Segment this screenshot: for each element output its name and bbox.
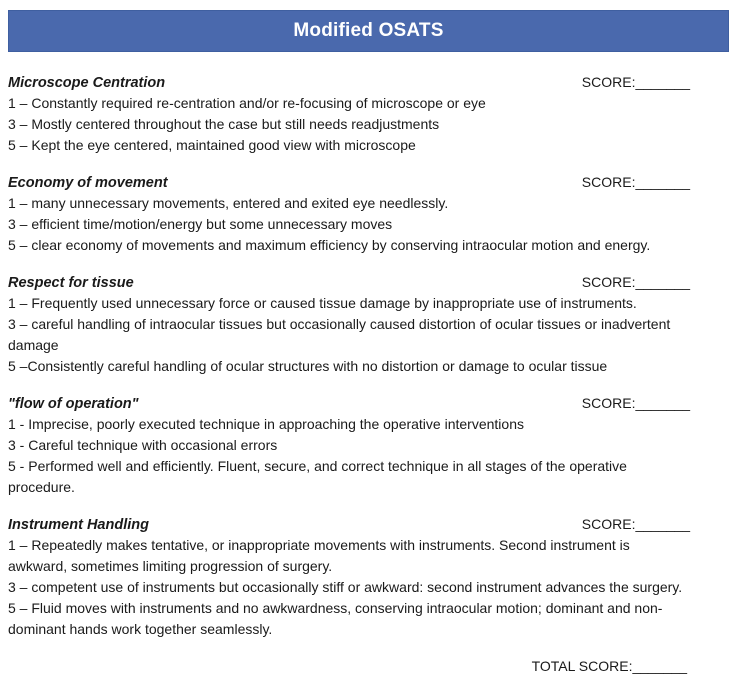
score-blank[interactable]: _______ [635,274,690,290]
total-score-label: TOTAL SCORE: [531,658,633,674]
criterion-line: 1 - Imprecise, poorly executed technique in approaching the operative interventions [8,416,524,432]
rubric-section [8,72,729,156]
section-heading: Instrument Handling [8,517,149,533]
criterion-line: 3 – efficient time/motion/energy but some unnecessary moves [8,216,393,232]
total-score-row [8,656,729,677]
form-title-bar [8,10,729,52]
section-lines [8,535,729,640]
section-lines [8,293,729,377]
section-heading: Respect for tissue [8,275,134,291]
rubric-section [8,514,729,640]
criterion-line: dominant hands work together seamlessly. [8,621,273,637]
criterion-line: 1 – many unnecessary movements, entered and exited eye needlessly. [8,195,449,211]
score-label: SCORE: [581,395,636,411]
score-field [582,514,690,535]
criterion-line: 5 –Consistently careful handling of ocular structures with no distortion or damage to ocular tissue [8,358,608,374]
criterion-line: 3 – careful handling of intraocular tissues but occasionally caused distortion of ocular tissues or inadvertent [8,316,671,332]
criterion-line: 3 – competent use of instruments but occasionally stiff or awkward: second instrument advances the surgery. [8,579,683,595]
score-field [582,72,690,93]
section-head-row [8,72,729,93]
criterion-line: 1 – Frequently used unnecessary force or caused tissue damage by inappropriate use of instruments. [8,295,637,311]
section-head-row [8,514,729,535]
criterion-line: 1 – Constantly required re-centration and/or re-focusing of microscope or eye [8,95,486,111]
form-title: Modified OSATS [293,20,444,41]
score-blank[interactable]: _______ [635,74,690,90]
score-label: SCORE: [581,174,636,190]
criterion-line: awkward, sometimes limiting progression of surgery. [8,558,333,574]
score-label: SCORE: [581,74,636,90]
criterion-line: 1 – Repeatedly makes tentative, or inappropriate movements with instruments. Second instrument is [8,537,630,553]
section-heading: "flow of operation" [8,396,139,412]
sections-container [8,72,729,640]
section-lines [8,193,729,256]
section-lines [8,93,729,156]
section-head-row [8,172,729,193]
section-head-row [8,272,729,293]
criterion-line: 3 - Careful technique with occasional errors [8,437,278,453]
rubric-section [8,272,729,377]
score-field [582,172,690,193]
score-field [582,272,690,293]
score-blank[interactable]: _______ [635,395,690,411]
score-blank[interactable]: _______ [635,174,690,190]
criterion-line: 5 – clear economy of movements and maximum efficiency by conserving intraocular motion and energy. [8,237,651,253]
score-label: SCORE: [581,274,636,290]
score-field [582,393,690,414]
score-blank[interactable]: _______ [635,516,690,532]
criterion-line: damage [8,337,59,353]
criterion-line: 3 – Mostly centered throughout the case but still needs readjustments [8,116,440,132]
section-heading: Microscope Centration [8,75,166,91]
criterion-line: procedure. [8,479,75,495]
score-label: SCORE: [581,516,636,532]
rubric-section [8,393,729,498]
section-head-row [8,393,729,414]
total-score-blank[interactable]: _______ [632,658,687,674]
criterion-line: 5 – Fluid moves with instruments and no awkwardness, conserving intraocular motion; dominant and non- [8,600,663,616]
section-lines [8,414,729,498]
osats-form-page [0,10,737,680]
criterion-line: 5 - Performed well and efficiently. Fluent, secure, and correct technique in all stages of the operative [8,458,627,474]
rubric-section [8,172,729,256]
criterion-line: 5 – Kept the eye centered, maintained good view with microscope [8,137,416,153]
section-heading: Economy of movement [8,175,168,191]
